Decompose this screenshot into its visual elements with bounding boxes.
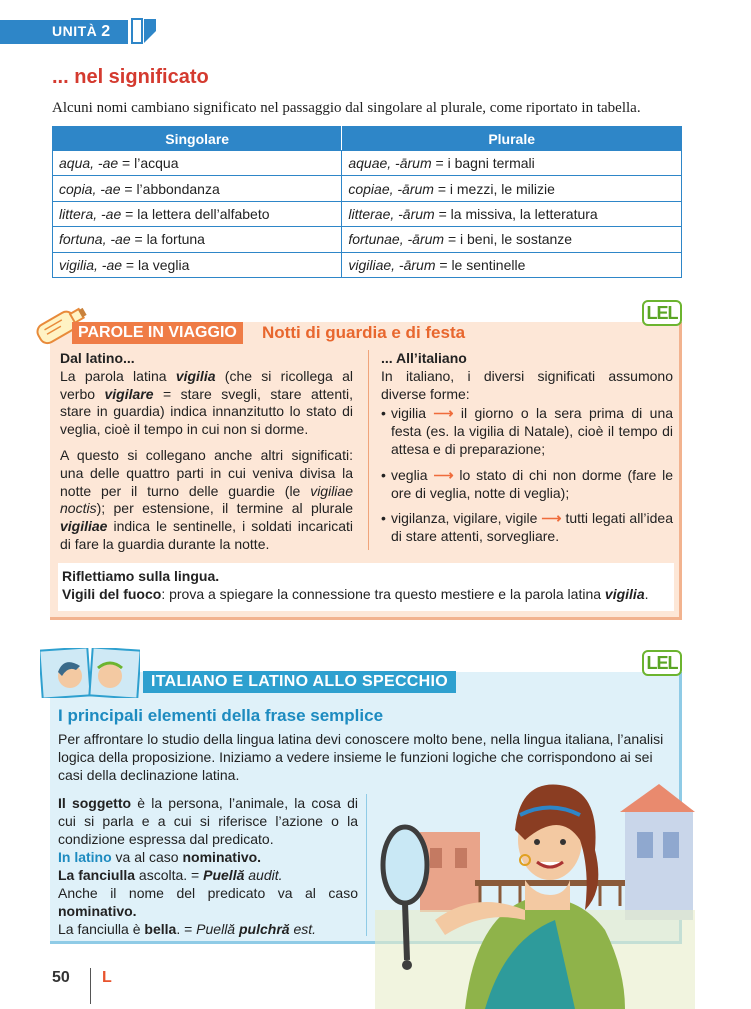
parole-left-column (60, 350, 353, 562)
table-cell-plural: litterae, -ārum = la missiva, la letteratura (342, 201, 682, 226)
soggetto-definition: Il soggetto è la persona, l’animale, la cosa di cui si parla e a cui si riferisce l’azione o la condizione espressa dal predicato. (58, 795, 358, 847)
list-item: • vigilia ⟶ il giorno o la sera prima di una festa (es. la vigilia di Natale), cioè il tempo di attesa e di preparazione; (381, 405, 673, 458)
specchio-intro: Per affrontare lo studio della lingua latina devi conoscere molto bene, nella lingua italiana, l’analisi logica della proposizione. Iniziamo a vedere insieme le funzioni logiche che corrispondono ai sei casi della declinazione latina. (58, 731, 664, 783)
soggetto-column (58, 794, 358, 938)
arrow-right-icon: ⟶ (433, 466, 454, 483)
table-header-plural: Plurale (342, 127, 682, 151)
specchio-title: I principali elementi della frase semplice (58, 706, 384, 725)
section-title: ... nel significato (52, 66, 209, 88)
table-row (53, 252, 682, 277)
example-1: La fanciulla ascolta. = Puellă audit. (58, 867, 283, 883)
example-2: La fanciulla è bella. = Puellă pulchră est. (58, 921, 317, 937)
left-heading: Dal latino... (60, 350, 135, 366)
left-paragraph-2: A questo si collegano anche altri significati: una delle quattro parti in cui veniva divisa la notte per il turno delle guardie (le vigiliae noctis); per estensione, il termine al plurale vigiliae indica le sentinelle, i soldati incaricati di fare la guardia durante la notte. (60, 446, 353, 552)
table-cell-singular: fortuna, -ae = la fortuna (53, 227, 342, 252)
unit-number: 2 (101, 23, 111, 40)
list-item: • veglia ⟶ lo stato di chi non dorme (fare le ore di veglia, notte di veglia); (381, 467, 673, 503)
table-header-singular: Singolare (53, 127, 342, 151)
evolution-list (381, 405, 673, 546)
column-divider (366, 794, 367, 936)
right-heading: ... All’italiano (381, 350, 467, 366)
table-cell-plural: vigiliae, -ārum = le sentinelle (342, 252, 682, 277)
parole-in-viaggio-tag: PAROLE IN VIAGGIO (72, 322, 243, 344)
roman-woman-mirror-illustration (375, 770, 695, 1009)
page-number: 50 (52, 969, 70, 986)
table-row (53, 176, 682, 201)
table-cell-singular: vigilia, -ae = la veglia (53, 252, 342, 277)
parole-right-column (381, 350, 673, 554)
table-row (53, 201, 682, 226)
left-paragraph-1: La parola latina vigilia (che si ricollega al verbo vigilare = stare svegli, stare attenti, stare in guardia) indica innanzitutto lo stato di veglia, cioè il tempo in cui non si dorme. (60, 367, 353, 438)
unit-tab (0, 20, 128, 44)
table-cell-singular: aqua, -ae = l’acqua (53, 151, 342, 176)
section-intro: Alcuni nomi cambiano significato nel passaggio dal singolare al plurale, come riportato in tabella. (52, 100, 641, 116)
reflect-heading: Riflettiamo sulla lingua. (62, 568, 220, 584)
footer-letter: L (102, 969, 112, 986)
specchio-tag: ITALIANO E LATINO ALLO SPECCHIO (143, 671, 456, 693)
column-divider (368, 350, 369, 550)
table-row (53, 151, 682, 176)
table-cell-plural: copiae, -ārum = i mezzi, le milizie (342, 176, 682, 201)
lel-badge: LEL (642, 300, 682, 326)
arrow-right-icon: ⟶ (433, 405, 454, 422)
unit-logo-icon (130, 17, 158, 45)
lel-badge: LEL (642, 650, 682, 676)
table-cell-plural: aquae, -ārum = i bagni termali (342, 151, 682, 176)
table-row (53, 227, 682, 252)
predicato-line: Anche il nome del predicato va al caso nominativo. (58, 885, 358, 919)
reflection-box (58, 563, 674, 611)
arrow-right-icon: ⟶ (541, 510, 562, 527)
in-latino-line: In latino va al caso nominativo. (58, 849, 262, 865)
right-intro: In italiano, i diversi significati assumono diverse forme: (381, 367, 673, 402)
table-cell-singular: littera, -ae = la lettera dell’alfabeto (53, 201, 342, 226)
list-item: • vigilanza, vigilare, vigile ⟶ tutti legati all’idea di stare attenti, sorvegliare. (381, 510, 673, 546)
table-cell-singular: copia, -ae = l’abbondanza (53, 176, 342, 201)
mirror-faces-icon (40, 648, 140, 698)
singular-plural-table (52, 126, 682, 278)
unit-label: UNITÀ (52, 23, 98, 39)
table-cell-plural: fortunae, -ārum = i beni, le sostanze (342, 227, 682, 252)
footer-divider (90, 968, 91, 1004)
parole-title: Notti di guardia e di festa (262, 323, 466, 342)
reflect-text: Vigili del fuoco: prova a spiegare la connessione tra questo mestiere e la parola latina vigilia. (62, 586, 649, 602)
